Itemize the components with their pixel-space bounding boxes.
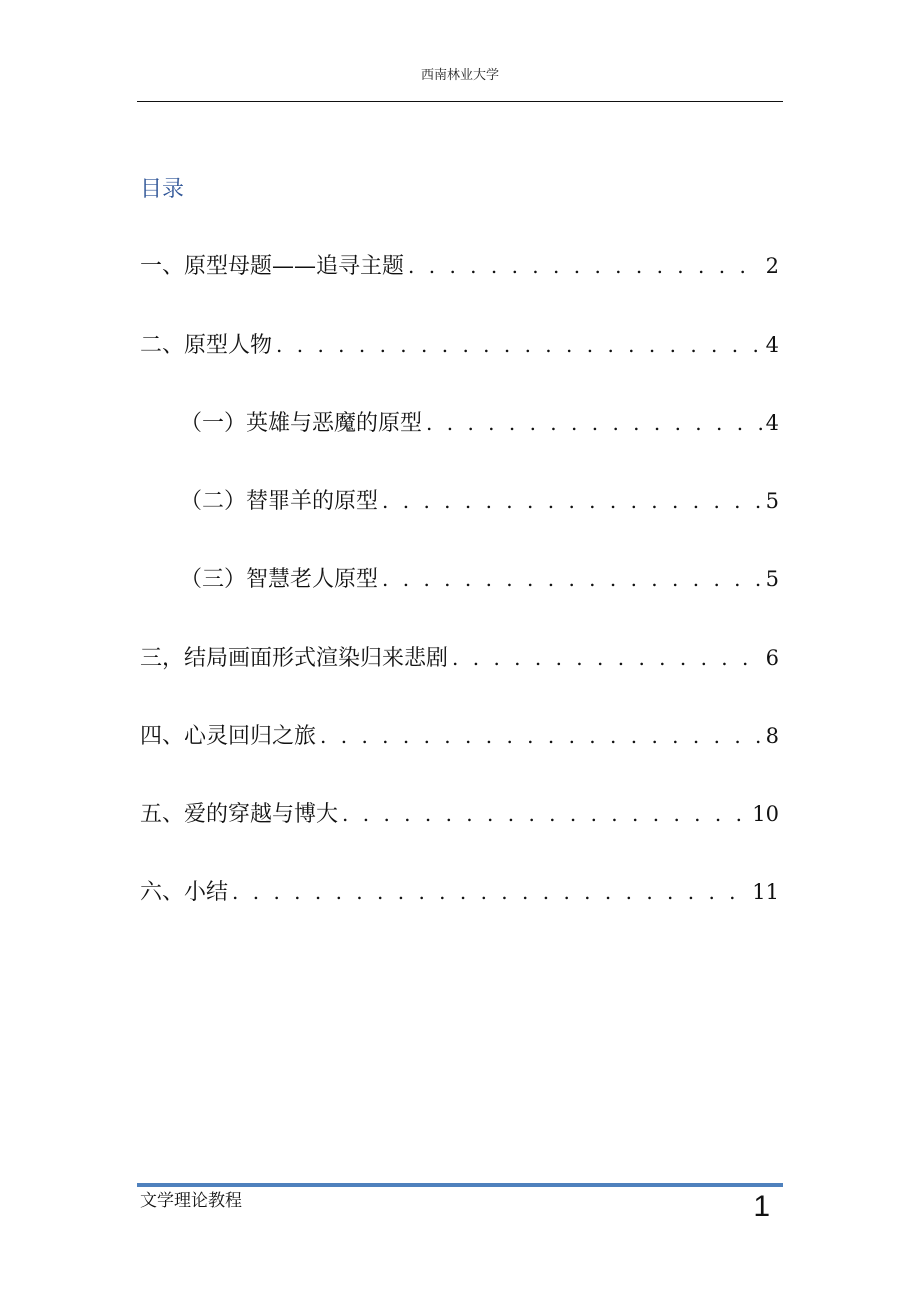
toc-entry-label: 六、小结 <box>140 880 229 905</box>
toc-entry-label: 五、爱的穿越与博大 <box>140 802 339 827</box>
page-header-title: 西南林业大学 <box>420 68 499 83</box>
toc-entry[interactable] <box>180 407 779 439</box>
toc-entry-page: 4 <box>765 333 779 357</box>
toc-entry[interactable] <box>140 876 779 908</box>
toc-entry-page: 5 <box>765 567 779 591</box>
toc-leader-dots <box>342 798 748 830</box>
toc-leader-dots <box>382 563 762 595</box>
toc-leader-dots <box>320 720 762 752</box>
toc-title: 目录 <box>140 177 185 202</box>
toc-entry-page: 11 <box>752 880 779 904</box>
toc-entry-page: 10 <box>752 802 779 826</box>
toc-leader-dots <box>426 407 762 439</box>
toc-entry-page: 2 <box>765 254 779 278</box>
toc-entry-page: 8 <box>765 724 779 748</box>
toc-entry[interactable] <box>140 329 779 361</box>
toc-entry-page: 5 <box>765 489 779 513</box>
footer-title: 文学理论教程 <box>140 1191 242 1211</box>
toc-entry-label: （三）智慧老人原型 <box>180 567 379 592</box>
toc-entry-label: 二、原型人物 <box>140 333 273 358</box>
header-divider <box>137 101 783 102</box>
toc-leader-dots <box>452 642 762 674</box>
toc-leader-dots <box>382 485 762 517</box>
toc-entry[interactable] <box>140 720 779 752</box>
toc-leader-dots <box>232 876 748 908</box>
toc-entry-label: 三，结局画面形式渲染归来悲剧 <box>140 646 449 671</box>
toc-leader-dots <box>408 250 762 282</box>
toc-entry-label: 一、原型母题——追寻主题 <box>140 254 405 279</box>
toc-entry-label: 四、心灵回归之旅 <box>140 724 317 749</box>
toc-entry[interactable] <box>180 485 779 517</box>
toc-entry-page: 4 <box>765 411 779 435</box>
toc-entry-page: 6 <box>765 646 779 670</box>
toc-entry[interactable] <box>180 563 779 595</box>
toc-entry-label: （一）英雄与恶魔的原型 <box>180 411 423 436</box>
toc-entry-label: （二）替罪羊的原型 <box>180 489 379 514</box>
page-number: 1 <box>753 1190 770 1223</box>
toc-leader-dots <box>276 329 762 361</box>
toc-entry[interactable] <box>140 642 779 674</box>
toc-entry[interactable] <box>140 798 779 830</box>
toc-entry[interactable] <box>140 250 779 282</box>
